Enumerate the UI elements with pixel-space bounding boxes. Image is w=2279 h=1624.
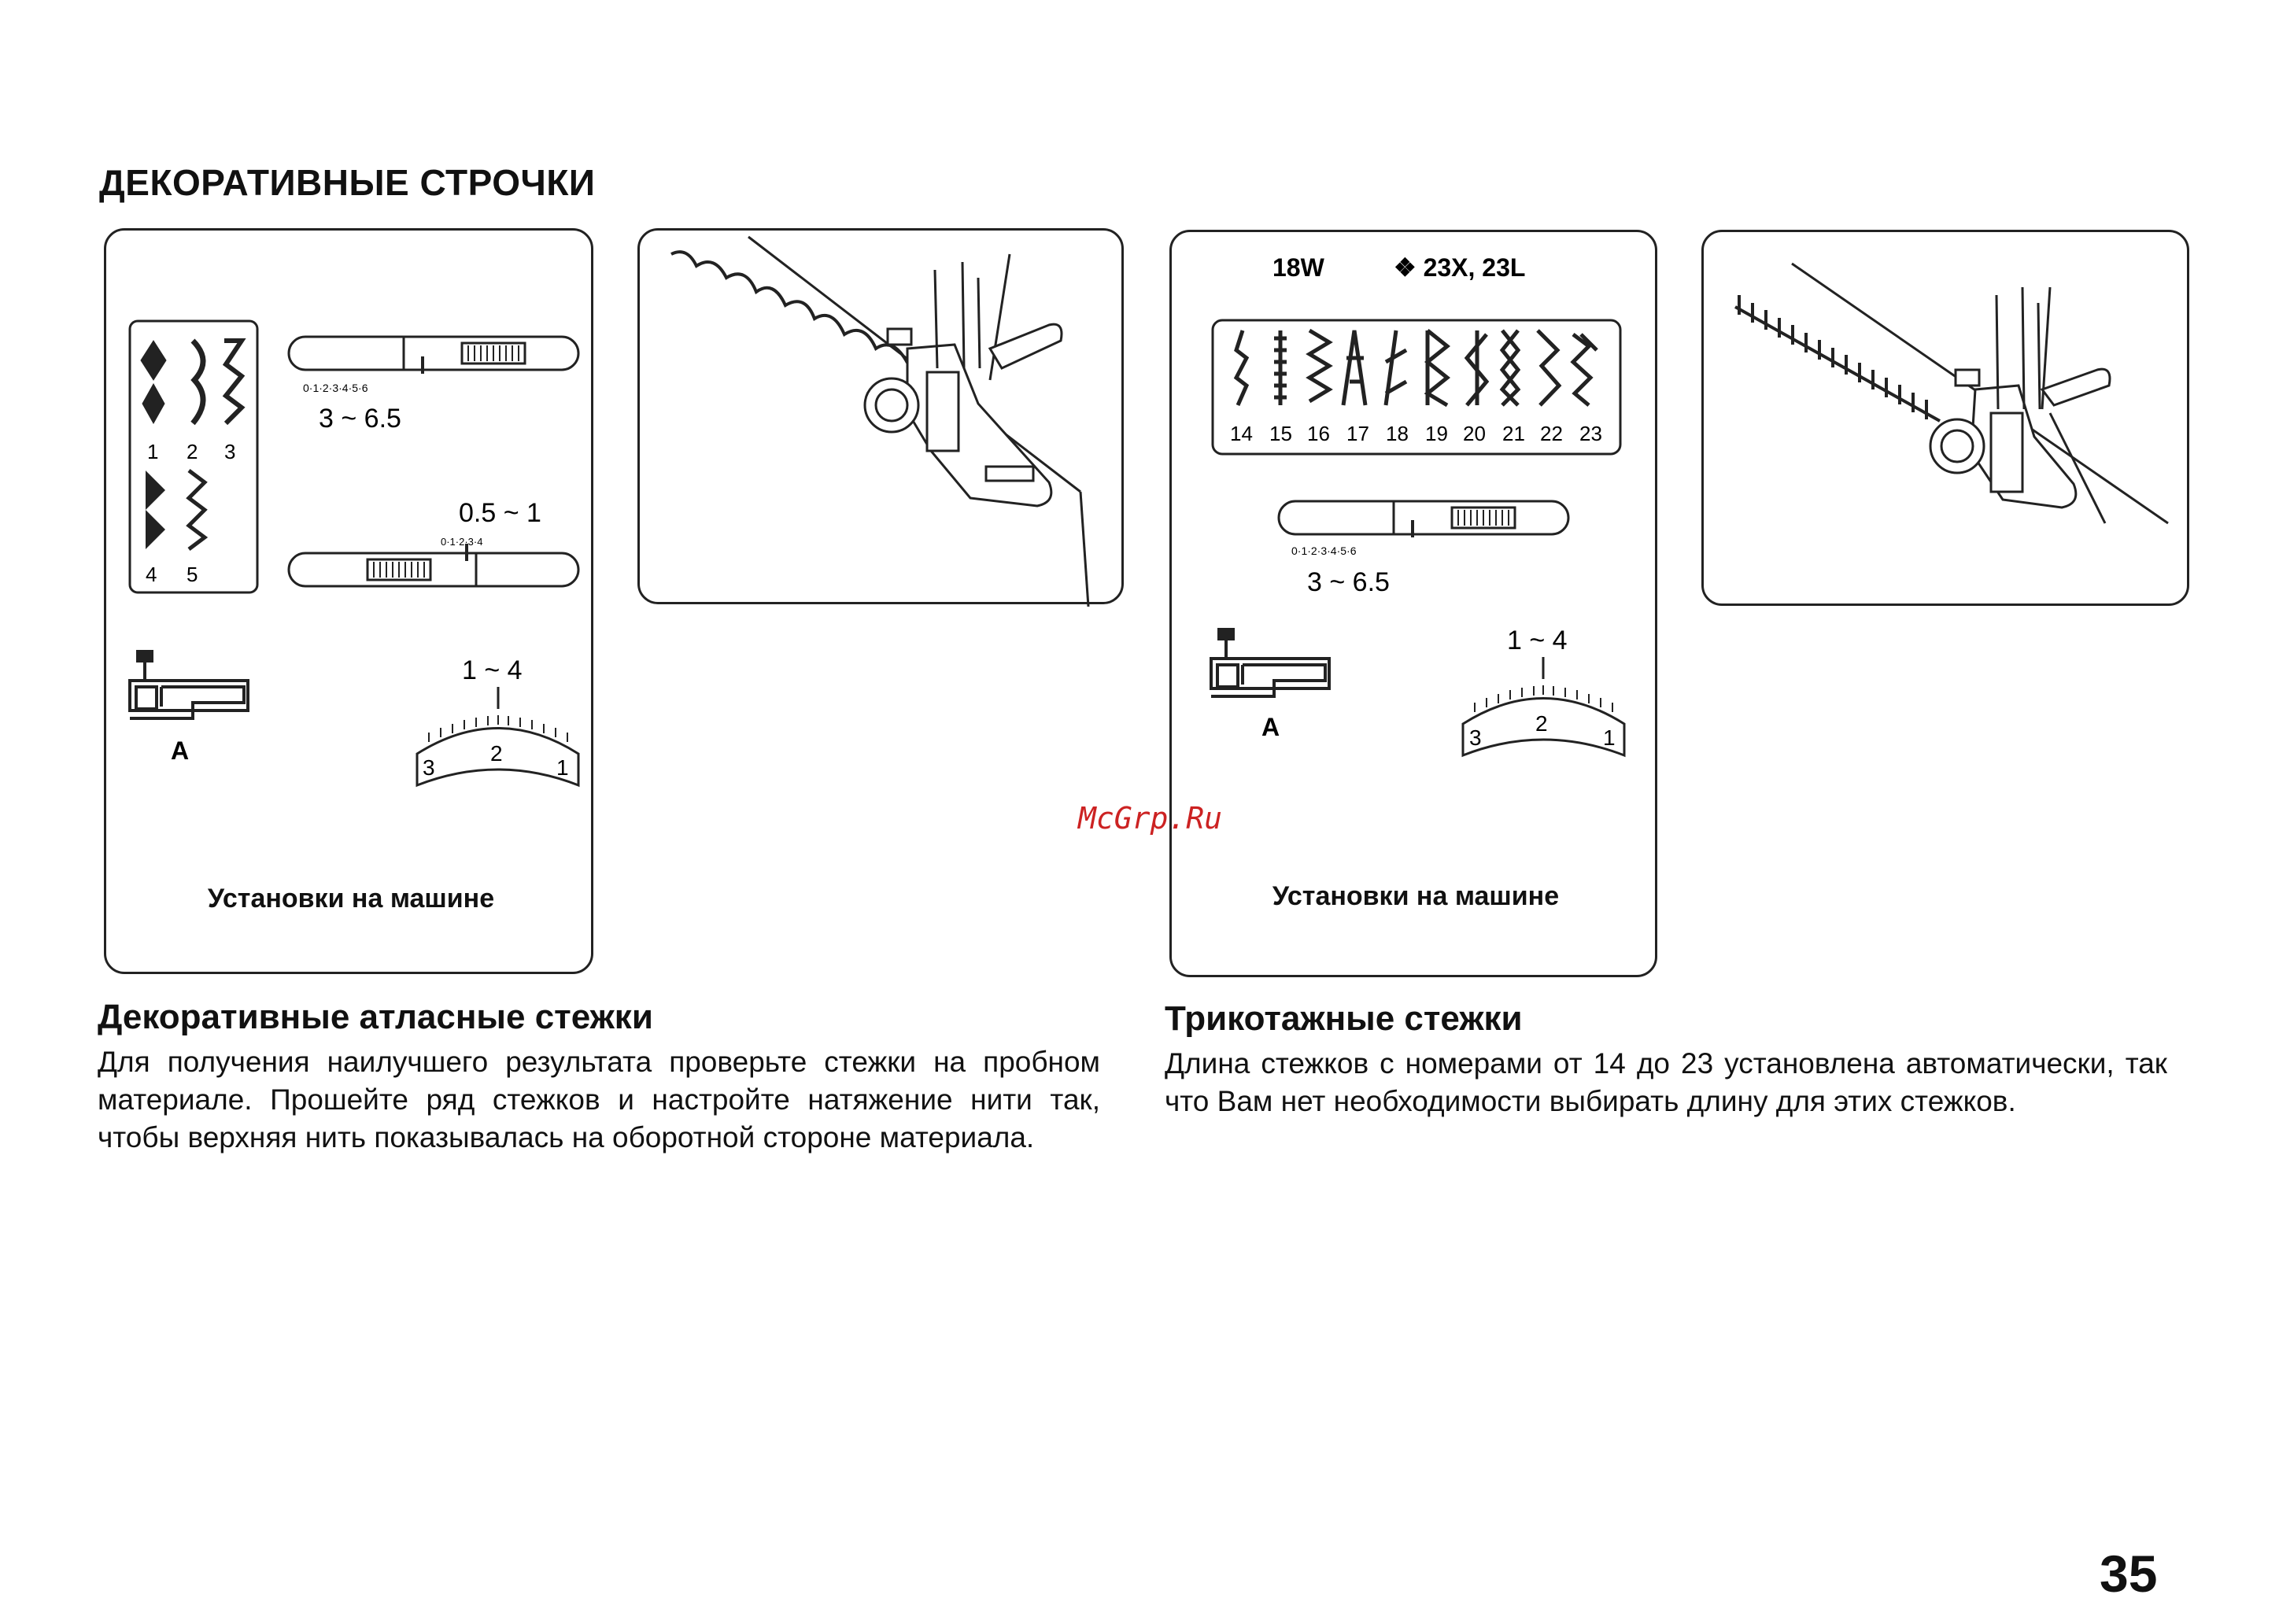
width-scale: 0·1·2·3·4·5·6 bbox=[1291, 544, 1357, 557]
panel-caption: Установки на машине bbox=[1272, 881, 1560, 911]
width-scale: 0·1·2·3·4·5·6 bbox=[303, 382, 368, 394]
stitch-width-slider bbox=[289, 337, 578, 374]
stitch-number-18: 18 bbox=[1386, 422, 1409, 445]
tension-range: 1 ~ 4 bbox=[1507, 626, 1568, 655]
sewing-foot-scallop-illustration bbox=[640, 231, 1126, 607]
knit-stitch-15-icon bbox=[1274, 330, 1287, 405]
stitch-width-slider bbox=[1279, 501, 1568, 537]
settings-panel-knit bbox=[1169, 230, 1657, 977]
knit-stitch-22-icon bbox=[1538, 330, 1559, 405]
knit-stitch-21-icon bbox=[1502, 330, 1518, 405]
settings-panel-satin bbox=[104, 228, 593, 974]
foot-label: A bbox=[171, 736, 190, 765]
pattern-number-4: 4 bbox=[146, 563, 157, 586]
section-title: ДЕКОРАТИВНЫЕ СТРОЧКИ bbox=[99, 162, 596, 203]
left-section-heading: Декоративные атласные стежки bbox=[98, 998, 653, 1036]
presser-foot-icon bbox=[1930, 287, 2110, 507]
knit-stitch-17-icon bbox=[1343, 330, 1365, 405]
satin-pattern-1-icon bbox=[141, 341, 166, 423]
stitch-number-15: 15 bbox=[1269, 422, 1292, 445]
stitch-number-21: 21 bbox=[1502, 422, 1525, 445]
tension-range: 1 ~ 4 bbox=[462, 655, 523, 685]
satin-settings-illustration bbox=[106, 231, 596, 976]
page-number: 35 bbox=[2100, 1545, 2158, 1603]
length-scale: 0·1·2·3·4 bbox=[441, 536, 483, 548]
knit-stitch-23-icon bbox=[1573, 334, 1597, 405]
stitch-number-23: 23 bbox=[1579, 422, 1602, 445]
knit-stitch-16-icon bbox=[1309, 330, 1329, 401]
presser-foot-icon bbox=[865, 254, 1062, 506]
dial-number-2: 2 bbox=[1535, 711, 1548, 736]
tension-dial-icon bbox=[417, 687, 578, 785]
header-right-label: ❖ 23X, 23L bbox=[1394, 253, 1526, 282]
stitch-number-16: 16 bbox=[1307, 422, 1330, 445]
panel-caption: Установки на машине bbox=[207, 884, 495, 914]
left-section-text: Для получения наилучшего результата проверьте стежки на пробном материале. Прошейте ряд стежков и настройте натяжение нити так, чтобы верхняя нить показывалась на оборотной стороне материала. bbox=[98, 1046, 1100, 1153]
satin-pattern-5-icon bbox=[189, 471, 205, 549]
width-range: 3 ~ 6.5 bbox=[319, 404, 401, 434]
dial-number-3: 3 bbox=[1469, 725, 1482, 750]
knit-stitch-20-icon bbox=[1467, 330, 1487, 405]
length-range: 0.5 ~ 1 bbox=[459, 498, 541, 528]
pattern-number-3: 3 bbox=[224, 440, 236, 463]
watermark: McGrp.Ru bbox=[1078, 801, 1223, 836]
tension-dial-icon bbox=[1463, 657, 1624, 755]
width-range: 3 ~ 6.5 bbox=[1307, 567, 1390, 597]
satin-pattern-4-icon bbox=[146, 471, 165, 549]
stitch-number-19: 19 bbox=[1425, 422, 1448, 445]
pattern-number-5: 5 bbox=[187, 563, 198, 586]
stitch-number-20: 20 bbox=[1463, 422, 1486, 445]
stitch-number-17: 17 bbox=[1346, 422, 1369, 445]
stitch-number-22: 22 bbox=[1540, 422, 1563, 445]
satin-pattern-2-icon bbox=[193, 341, 203, 423]
right-section-text: Длина стежков с номерами от 14 до 23 установлена автоматически, так что Вам нет необходимости выбирать длину для этих стежков. bbox=[1165, 1047, 2167, 1117]
header-left-label: 18W bbox=[1272, 253, 1324, 282]
stitch-number-14: 14 bbox=[1230, 422, 1253, 445]
dial-number-3: 3 bbox=[423, 755, 435, 780]
knit-stitch-19-icon bbox=[1428, 330, 1447, 405]
dial-number-1: 1 bbox=[1603, 725, 1616, 750]
dial-number-1: 1 bbox=[556, 755, 569, 780]
presser-foot-a-icon bbox=[1211, 629, 1329, 696]
dial-number-2: 2 bbox=[490, 741, 503, 766]
knit-stitch-18-icon bbox=[1386, 330, 1406, 405]
knit-sewing-illustration-panel bbox=[1701, 230, 2189, 606]
pattern-number-2: 2 bbox=[187, 440, 198, 463]
knit-settings-illustration bbox=[1172, 232, 1660, 980]
stitch-length-slider bbox=[289, 544, 578, 586]
presser-foot-a-icon bbox=[130, 651, 248, 718]
foot-label: A bbox=[1261, 713, 1280, 741]
right-section-heading: Трикотажные стежки bbox=[1165, 999, 1523, 1038]
sewing-foot-knit-illustration bbox=[1704, 232, 2192, 608]
pattern-number-1: 1 bbox=[147, 440, 159, 463]
satin-pattern-3-icon bbox=[224, 341, 242, 423]
knit-stitch-14-icon bbox=[1236, 330, 1247, 405]
satin-sewing-illustration-panel bbox=[637, 228, 1124, 604]
